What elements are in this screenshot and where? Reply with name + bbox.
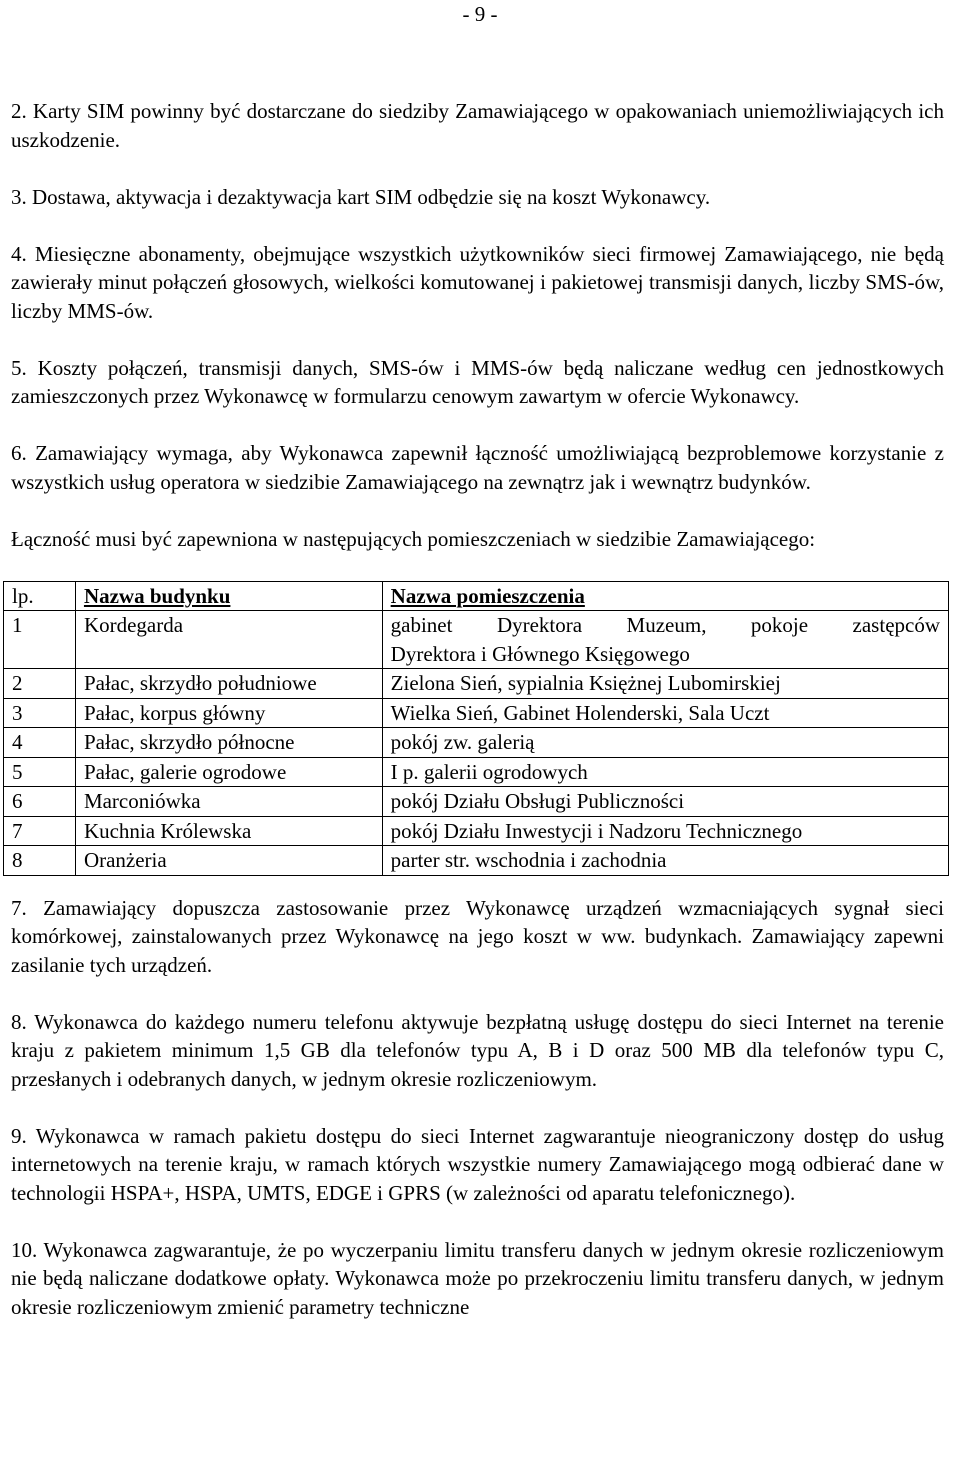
paragraph-9: 9. Wykonawca w ramach pakietu dostępu do sieci Internet zagwarantuje nieograniczony dostęp do usług internetowych na terenie kraju, w ramach których wszystkie numery Zamawiającego mogą odbierać dane w technologii HSPA+, HSPA, UMTS, EDGE i GPRS (w zależności od aparatu telefonicznego). — [11, 1123, 944, 1205]
row-building: Kordegarda — [75, 611, 382, 669]
paragraph-7: 7. Zamawiający dopuszcza zastosowanie przez Wykonawcę urządzeń wzmacniających sygnał sieci komórkowej, zainstalowanych przez Wykonawcę na jego koszt w ww. budynkach. Zamawiający zapewni zasilanie tych urządzeń. — [11, 895, 944, 977]
row-lp: 7 — [4, 816, 76, 846]
table-row — [4, 611, 949, 669]
table-row — [4, 698, 949, 728]
table-row — [4, 757, 949, 787]
header-building — [75, 581, 382, 611]
row-room — [382, 611, 948, 669]
page-number: - 9 - — [462, 2, 498, 26]
row-lp: 2 — [4, 669, 76, 699]
table-header-row — [4, 581, 949, 611]
paragraph-5: 5. Koszty połączeń, transmisji danych, SMS-ów i MMS-ów będą naliczane według cen jednostkowych zamieszczonych przez Wykonawcę w formularzu cenowym zawartym w ofercie Wykonawcy. — [11, 355, 944, 408]
table-row — [4, 846, 949, 876]
row-lp: 5 — [4, 757, 76, 787]
document-body — [11, 97, 944, 1350]
paragraph-10: 10. Wykonawca zagwarantuje, że po wyczerpaniu limitu transferu danych w jednym okresie rozliczeniowym nie będą naliczane dodatkowe opłaty. Wykonawca może po przekroczeniu limitu transferu danych, w jednym okresie rozliczeniowym zmienić parametry techniczne — [11, 1237, 944, 1319]
header-room-label: Nazwa pomieszczenia — [390, 583, 585, 608]
paragraph-locations-intro: Łączność musi być zapewniona w następujących pomieszczeniach w siedzibie Zamawiającego: — [11, 526, 816, 551]
table-row — [4, 728, 949, 758]
row-room: I p. galerii ogrodowych — [382, 757, 948, 787]
row-room: parter str. wschodnia i zachodnia — [382, 846, 948, 876]
row-building: Kuchnia Królewska — [75, 816, 382, 846]
row-lp: 3 — [4, 698, 76, 728]
paragraph-6: 6. Zamawiający wymaga, aby Wykonawca zapewnił łączność umożliwiającą bezproblemowe korzystanie z wszystkich usług operatora w siedzibie Zamawiającego na zewnątrz jak i wewnątrz budynków. — [11, 441, 944, 494]
row-room: Zielona Sień, sypialnia Księżnej Lubomirskiej — [382, 669, 948, 699]
row-building: Pałac, skrzydło północne — [75, 728, 382, 758]
table-row — [4, 787, 949, 817]
row-building: Marconiówka — [75, 787, 382, 817]
row-room: pokój Działu Inwestycji i Nadzoru Technicznego — [382, 816, 948, 846]
row-room: pokój Działu Obsługi Publiczności — [382, 787, 948, 817]
row-building: Pałac, galerie ogrodowe — [75, 757, 382, 787]
row-room: Wielka Sień, Gabinet Holenderski, Sala Uczt — [382, 698, 948, 728]
paragraph-8: 8. Wykonawca do każdego numeru telefonu aktywuje bezpłatną usługę dostępu do sieci Internet na terenie kraju z pakietem minimum 1,5 GB dla telefonów typu A, B i D oraz 500 MB dla telefonów typu C, przesłanych i odebranych danych, w jednym okresie rozliczeniowym. — [11, 1009, 944, 1091]
table-row — [4, 816, 949, 846]
paragraph-2: 2. Karty SIM powinny być dostarczane do siedziby Zamawiającego w opakowaniach uniemożliwiających ich uszkodzenie. — [11, 99, 944, 152]
header-building-label: Nazwa budynku — [83, 583, 231, 608]
row-building: Oranżeria — [75, 846, 382, 876]
paragraph-4: 4. Miesięczne abonamenty, obejmujące wszystkich użytkowników sieci firmowej Zamawiającego, nie będą zawierały minut połączeń głosowych, wielkości komutowanej i pakietowej transmisji danych, liczby SMS-ów, liczby MMS-ów. — [11, 241, 944, 323]
rooms-table — [3, 581, 949, 876]
row-lp: 4 — [4, 728, 76, 758]
row-room: pokój zw. galerią — [382, 728, 948, 758]
header-lp: lp. — [4, 581, 76, 611]
row-lp: 6 — [4, 787, 76, 817]
header-room — [382, 581, 948, 611]
row-building: Pałac, skrzydło południowe — [75, 669, 382, 699]
paragraph-3: 3. Dostawa, aktywacja i dezaktywacja kart SIM odbędzie się na koszt Wykonawcy. — [11, 184, 711, 209]
table-row — [4, 669, 949, 699]
row-room-line1: gabinet Dyrektora Muzeum, pokoje zastępców — [390, 613, 940, 637]
row-lp: 8 — [4, 846, 76, 876]
row-lp: 1 — [4, 611, 76, 669]
row-building: Pałac, korpus główny — [75, 698, 382, 728]
row-room-line2: Dyrektora i Głównego Księgowego — [390, 641, 690, 666]
